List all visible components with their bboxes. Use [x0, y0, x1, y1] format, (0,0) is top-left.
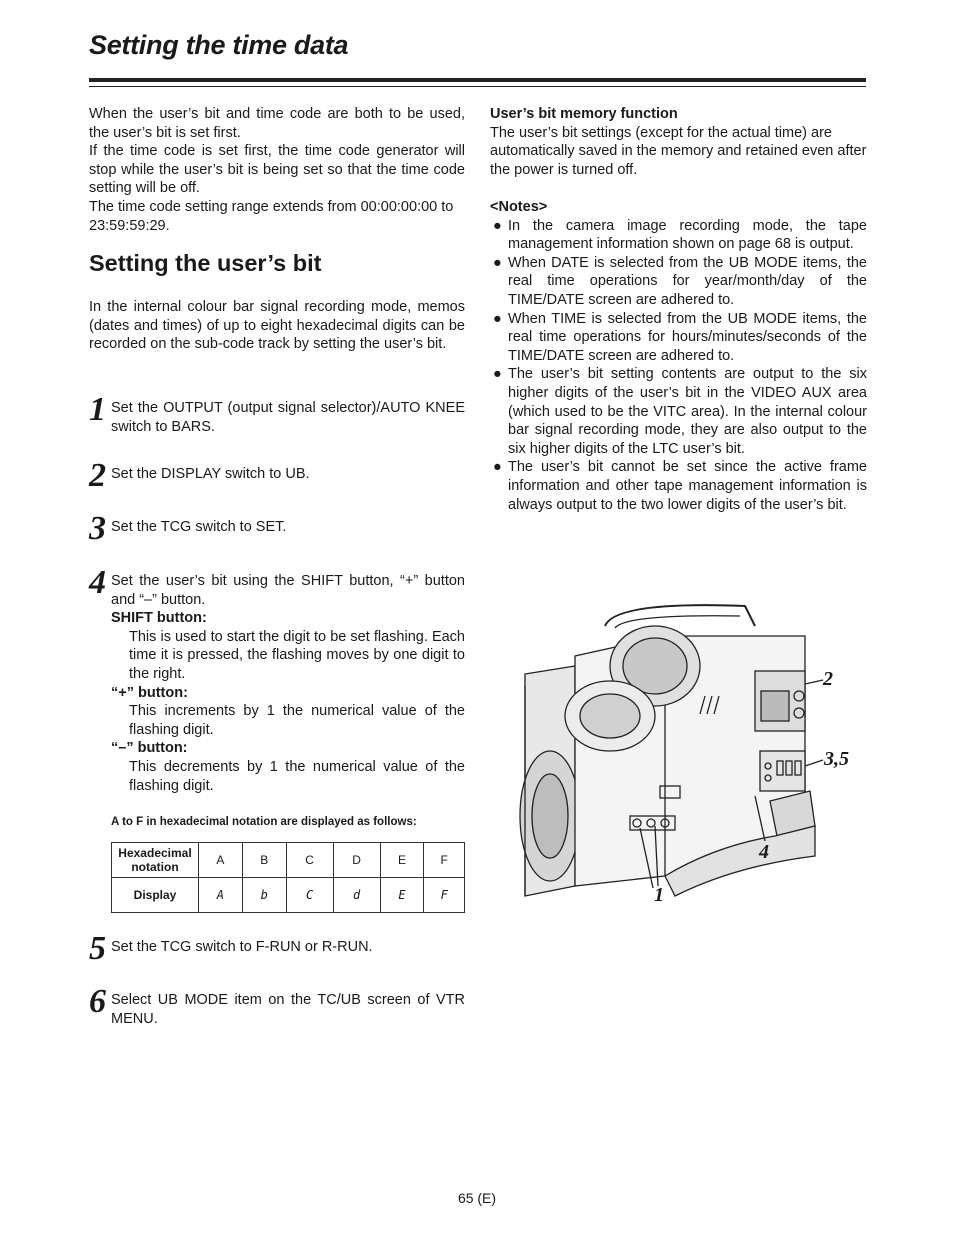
intro-paragraph-1: When the user’s bit and time code are both to be used, the user’s bit is set first. — [89, 106, 465, 141]
list-item — [490, 217, 867, 254]
list-item — [490, 254, 867, 310]
step-6 — [89, 983, 465, 1028]
step-number: 1 — [89, 391, 106, 428]
bullet-icon: ● — [493, 254, 502, 271]
bullet-icon: ● — [493, 366, 502, 383]
callout-2: 2 — [823, 668, 833, 690]
shift-button-heading: SHIFT button: — [111, 610, 207, 627]
page-title: Setting the time data — [89, 30, 349, 60]
bullet-icon: ● — [493, 459, 502, 476]
step-1 — [89, 391, 465, 436]
hex-letter: B — [242, 843, 286, 878]
note-text: When DATE is selected from the UB MODE items, the real time operations for year/month/day of the TIME/DATE screen are adhered to. — [508, 254, 867, 308]
intro-block — [89, 105, 465, 235]
section-intro-block — [89, 298, 465, 354]
hex-letter: D — [333, 843, 380, 878]
list-item — [490, 458, 867, 514]
note-text: When TIME is selected from the UB MODE items, the real time operations for hours/minutes/seconds of the TIME/DATE screen are adhered to. — [508, 310, 867, 364]
step-text: Set the TCG switch to F-RUN or R-RUN. — [111, 939, 373, 955]
step-text: Select UB MODE item on the TC/UB screen of VTR MENU. — [111, 992, 465, 1027]
step-text: Set the user’s bit using the SHIFT button, “+” button and “–” button. — [111, 573, 465, 608]
bullet-icon: ● — [493, 217, 502, 234]
hex-table — [111, 842, 465, 913]
step-2 — [89, 457, 465, 494]
display-glyph: F — [424, 878, 465, 913]
step-3 — [89, 510, 465, 547]
memory-heading: User’s bit memory function — [490, 106, 678, 122]
display-glyph: b — [242, 878, 286, 913]
step-number: 2 — [89, 457, 106, 494]
intro-paragraph-2: If the time code is set first, the time code generator will stop while the user’s bit is being set so that the time code setting will be off. — [89, 143, 465, 197]
page-number: 65 (E) — [457, 1190, 497, 1206]
step-5 — [89, 930, 465, 967]
callout-4: 4 — [759, 841, 769, 863]
step-number: 5 — [89, 930, 106, 967]
title-rule-thick — [89, 78, 866, 82]
camera-illustration — [515, 596, 865, 910]
callout-1: 1 — [654, 884, 664, 906]
display-row-header: Display — [112, 878, 199, 913]
list-item — [490, 365, 867, 458]
minus-button-heading: “–” button: — [111, 740, 188, 757]
table-row — [112, 843, 465, 878]
table-row — [112, 878, 465, 913]
notes-block — [490, 198, 867, 514]
display-glyph: d — [333, 878, 380, 913]
plus-button-heading: “+” button: — [111, 684, 188, 701]
hex-letter: A — [199, 843, 243, 878]
plus-button-desc: This increments by 1 the numerical value of the flashing digit. — [129, 703, 465, 738]
hex-letter: C — [286, 843, 333, 878]
note-text: The user’s bit setting contents are output to the six higher digits of the user’s bit in the VIDEO AUX area (which used to be the VITC area). In the internal colour bar signal recording mode, they are also output to the six higher digits of the LTC user’s bit. — [508, 366, 867, 457]
notes-list — [490, 217, 867, 515]
callout-3-5: 3,5 — [824, 748, 849, 770]
section-intro: In the internal colour bar signal recording mode, memos (dates and times) of up to eight hexadecimal digits can be recorded on the sub-code track by setting the user’s bit. — [89, 299, 465, 353]
hex-row-header: Hexadecimal notation — [112, 843, 199, 878]
note-text: The user’s bit cannot be set since the active frame information and other tape management information is always output to the two lower digits of the user’s bit. — [508, 459, 867, 513]
camcorder-drawing — [515, 596, 865, 910]
step-4 — [89, 564, 465, 795]
hex-letter: E — [380, 843, 424, 878]
list-item — [490, 310, 867, 366]
step-number: 6 — [89, 983, 106, 1020]
display-glyph: E — [380, 878, 424, 913]
memory-text: The user’s bit settings (except for the actual time) are automatically saved in the memory and retained even after the power is turned off. — [490, 124, 867, 178]
note-text: In the camera image recording mode, the tape management information shown on page 68 is output. — [508, 217, 867, 253]
memory-block — [490, 105, 867, 179]
shift-button-desc: This is used to start the digit to be set flashing. Each time it is pressed, the flashing moves by one digit to the right. — [129, 628, 465, 682]
display-glyph: A — [199, 878, 243, 913]
button-descriptions — [111, 609, 465, 795]
step-text: Set the TCG switch to SET. — [111, 519, 287, 535]
display-glyph: C — [286, 878, 333, 913]
title-rule-thin — [89, 86, 866, 87]
hex-table-caption: A to F in hexadecimal notation are displayed as follows: — [111, 816, 417, 828]
step-number: 4 — [89, 564, 106, 601]
step-text: Set the DISPLAY switch to UB. — [111, 466, 310, 482]
step-number: 3 — [89, 510, 106, 547]
step-text: Set the OUTPUT (output signal selector)/AUTO KNEE switch to BARS. — [111, 400, 465, 435]
notes-heading: <Notes> — [490, 199, 548, 215]
hex-letter: F — [424, 843, 465, 878]
section-heading: Setting the user’s bit — [89, 250, 322, 276]
intro-paragraph-3: The time code setting range extends from 00:00:00:00 to 23:59:59:29. — [89, 198, 454, 234]
bullet-icon: ● — [493, 310, 502, 327]
minus-button-desc: This decrements by 1 the numerical value of the flashing digit. — [129, 758, 465, 794]
